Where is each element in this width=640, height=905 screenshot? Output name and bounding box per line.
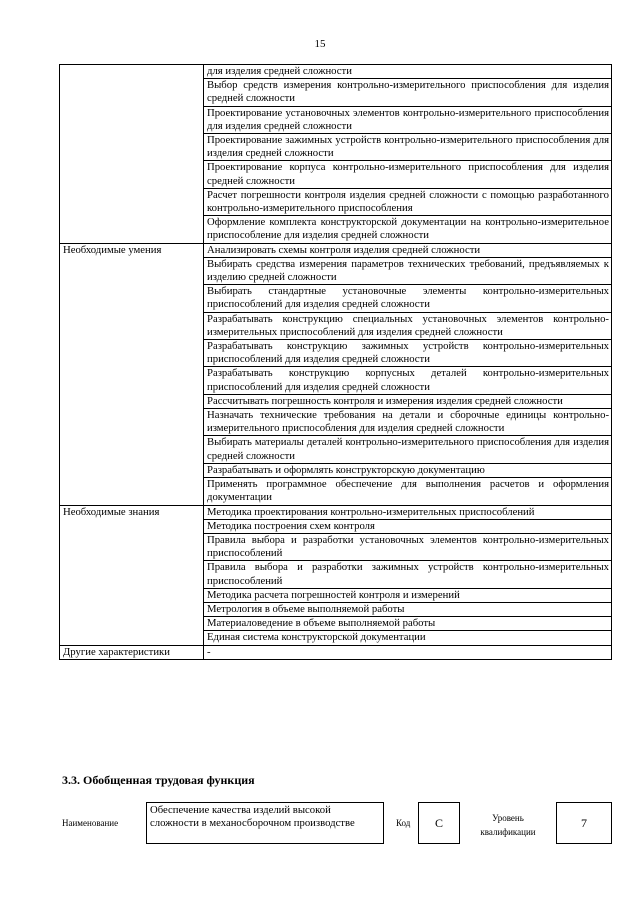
table-row [60, 243, 612, 257]
requirement-item: Материаловедение в объеме выполняемой работы [204, 617, 612, 631]
requirement-item: Разрабатывать конструкцию специальных установочных элементов контрольно-измерительных приспособлений для изделия средней сложности [204, 312, 612, 339]
page-number: 15 [314, 38, 326, 50]
requirement-item: Разрабатывать конструкцию корпусных деталей контрольно-измерительных приспособлений для изделия средней сложности [204, 367, 612, 394]
requirement-item: Разрабатывать и оформлять конструкторскую документацию [204, 463, 612, 477]
code-value: C [418, 802, 460, 844]
requirement-item: Методика проектирования контрольно-измерительных приспособлений [204, 505, 612, 519]
row-group-label: Необходимые знания [60, 505, 204, 645]
requirement-item: Назначать технические требования на детали и сборочные единицы контрольно-измерительного приспособления для изделия средней сложности [204, 409, 612, 436]
requirement-item: Единая система конструкторской документации [204, 631, 612, 645]
name-label: Наименование [62, 818, 119, 828]
table-row [60, 505, 612, 519]
table-row [60, 645, 612, 659]
name-value: Обеспечение качества изделий высокой сложности в механосборочном производстве [146, 802, 384, 844]
requirement-item: Методика расчета погрешностей контроля и измерений [204, 588, 612, 602]
requirement-item: для изделия средней сложности [204, 65, 612, 79]
requirement-item: Проектирование зажимных устройств контрольно-измерительного приспособления для изделия средней сложности [204, 134, 612, 161]
row-group-label [60, 65, 204, 244]
requirement-item: Выбирать средства измерения параметров технических требований, предъявляемых к изделию средней сложности [204, 257, 612, 284]
code-label: Код [396, 818, 411, 828]
requirement-item: Разрабатывать конструкцию зажимных устройств контрольно-измерительных приспособлений для изделия средней сложности [204, 340, 612, 367]
requirement-item: Метрология в объеме выполняемой работы [204, 602, 612, 616]
qualification-level-value: 7 [556, 802, 612, 844]
qualification-level-label: Уровень квалификации [480, 813, 536, 837]
table-row [60, 65, 612, 79]
requirement-item: Оформление комплекта конструкторской документации на контрольно-измерительное приспособление для изделия средней сложности [204, 216, 612, 243]
row-group-label: Необходимые умения [60, 243, 204, 505]
requirement-item: Рассчитывать погрешность контроля и измерения изделия средней сложности [204, 394, 612, 408]
requirement-item: Правила выбора и разработки установочных элементов контрольно-измерительных приспособлений [204, 533, 612, 560]
row-group-label: Другие характеристики [60, 645, 204, 659]
requirement-item: Анализировать схемы контроля изделия средней сложности [204, 243, 612, 257]
requirement-item: Применять программное обеспечение для выполнения расчетов и оформления документации [204, 478, 612, 505]
requirement-item: Расчет погрешности контроля изделия средней сложности с помощью разработанного контрольно-измерительного приспособления [204, 188, 612, 215]
requirements-table [59, 64, 612, 660]
requirement-item: Выбор средств измерения контрольно-измерительного приспособления для изделия средней сложности [204, 79, 612, 106]
section-heading: 3.3. Обобщенная трудовая функция [62, 773, 255, 787]
requirement-item: - [204, 645, 612, 659]
requirement-item: Правила выбора и разработки зажимных устройств контрольно-измерительных приспособлений [204, 561, 612, 588]
requirement-item: Проектирование установочных элементов контрольно-измерительного приспособления для изделия средней сложности [204, 106, 612, 133]
requirement-item: Выбирать материалы деталей контрольно-измерительного приспособления для изделия средней сложности [204, 436, 612, 463]
requirement-item: Проектирование корпуса контрольно-измерительного приспособления для изделия средней сложности [204, 161, 612, 188]
requirement-item: Выбирать стандартные установочные элементы контрольно-измерительных приспособлений для изделия средней сложности [204, 285, 612, 312]
requirement-item: Методика построения схем контроля [204, 519, 612, 533]
